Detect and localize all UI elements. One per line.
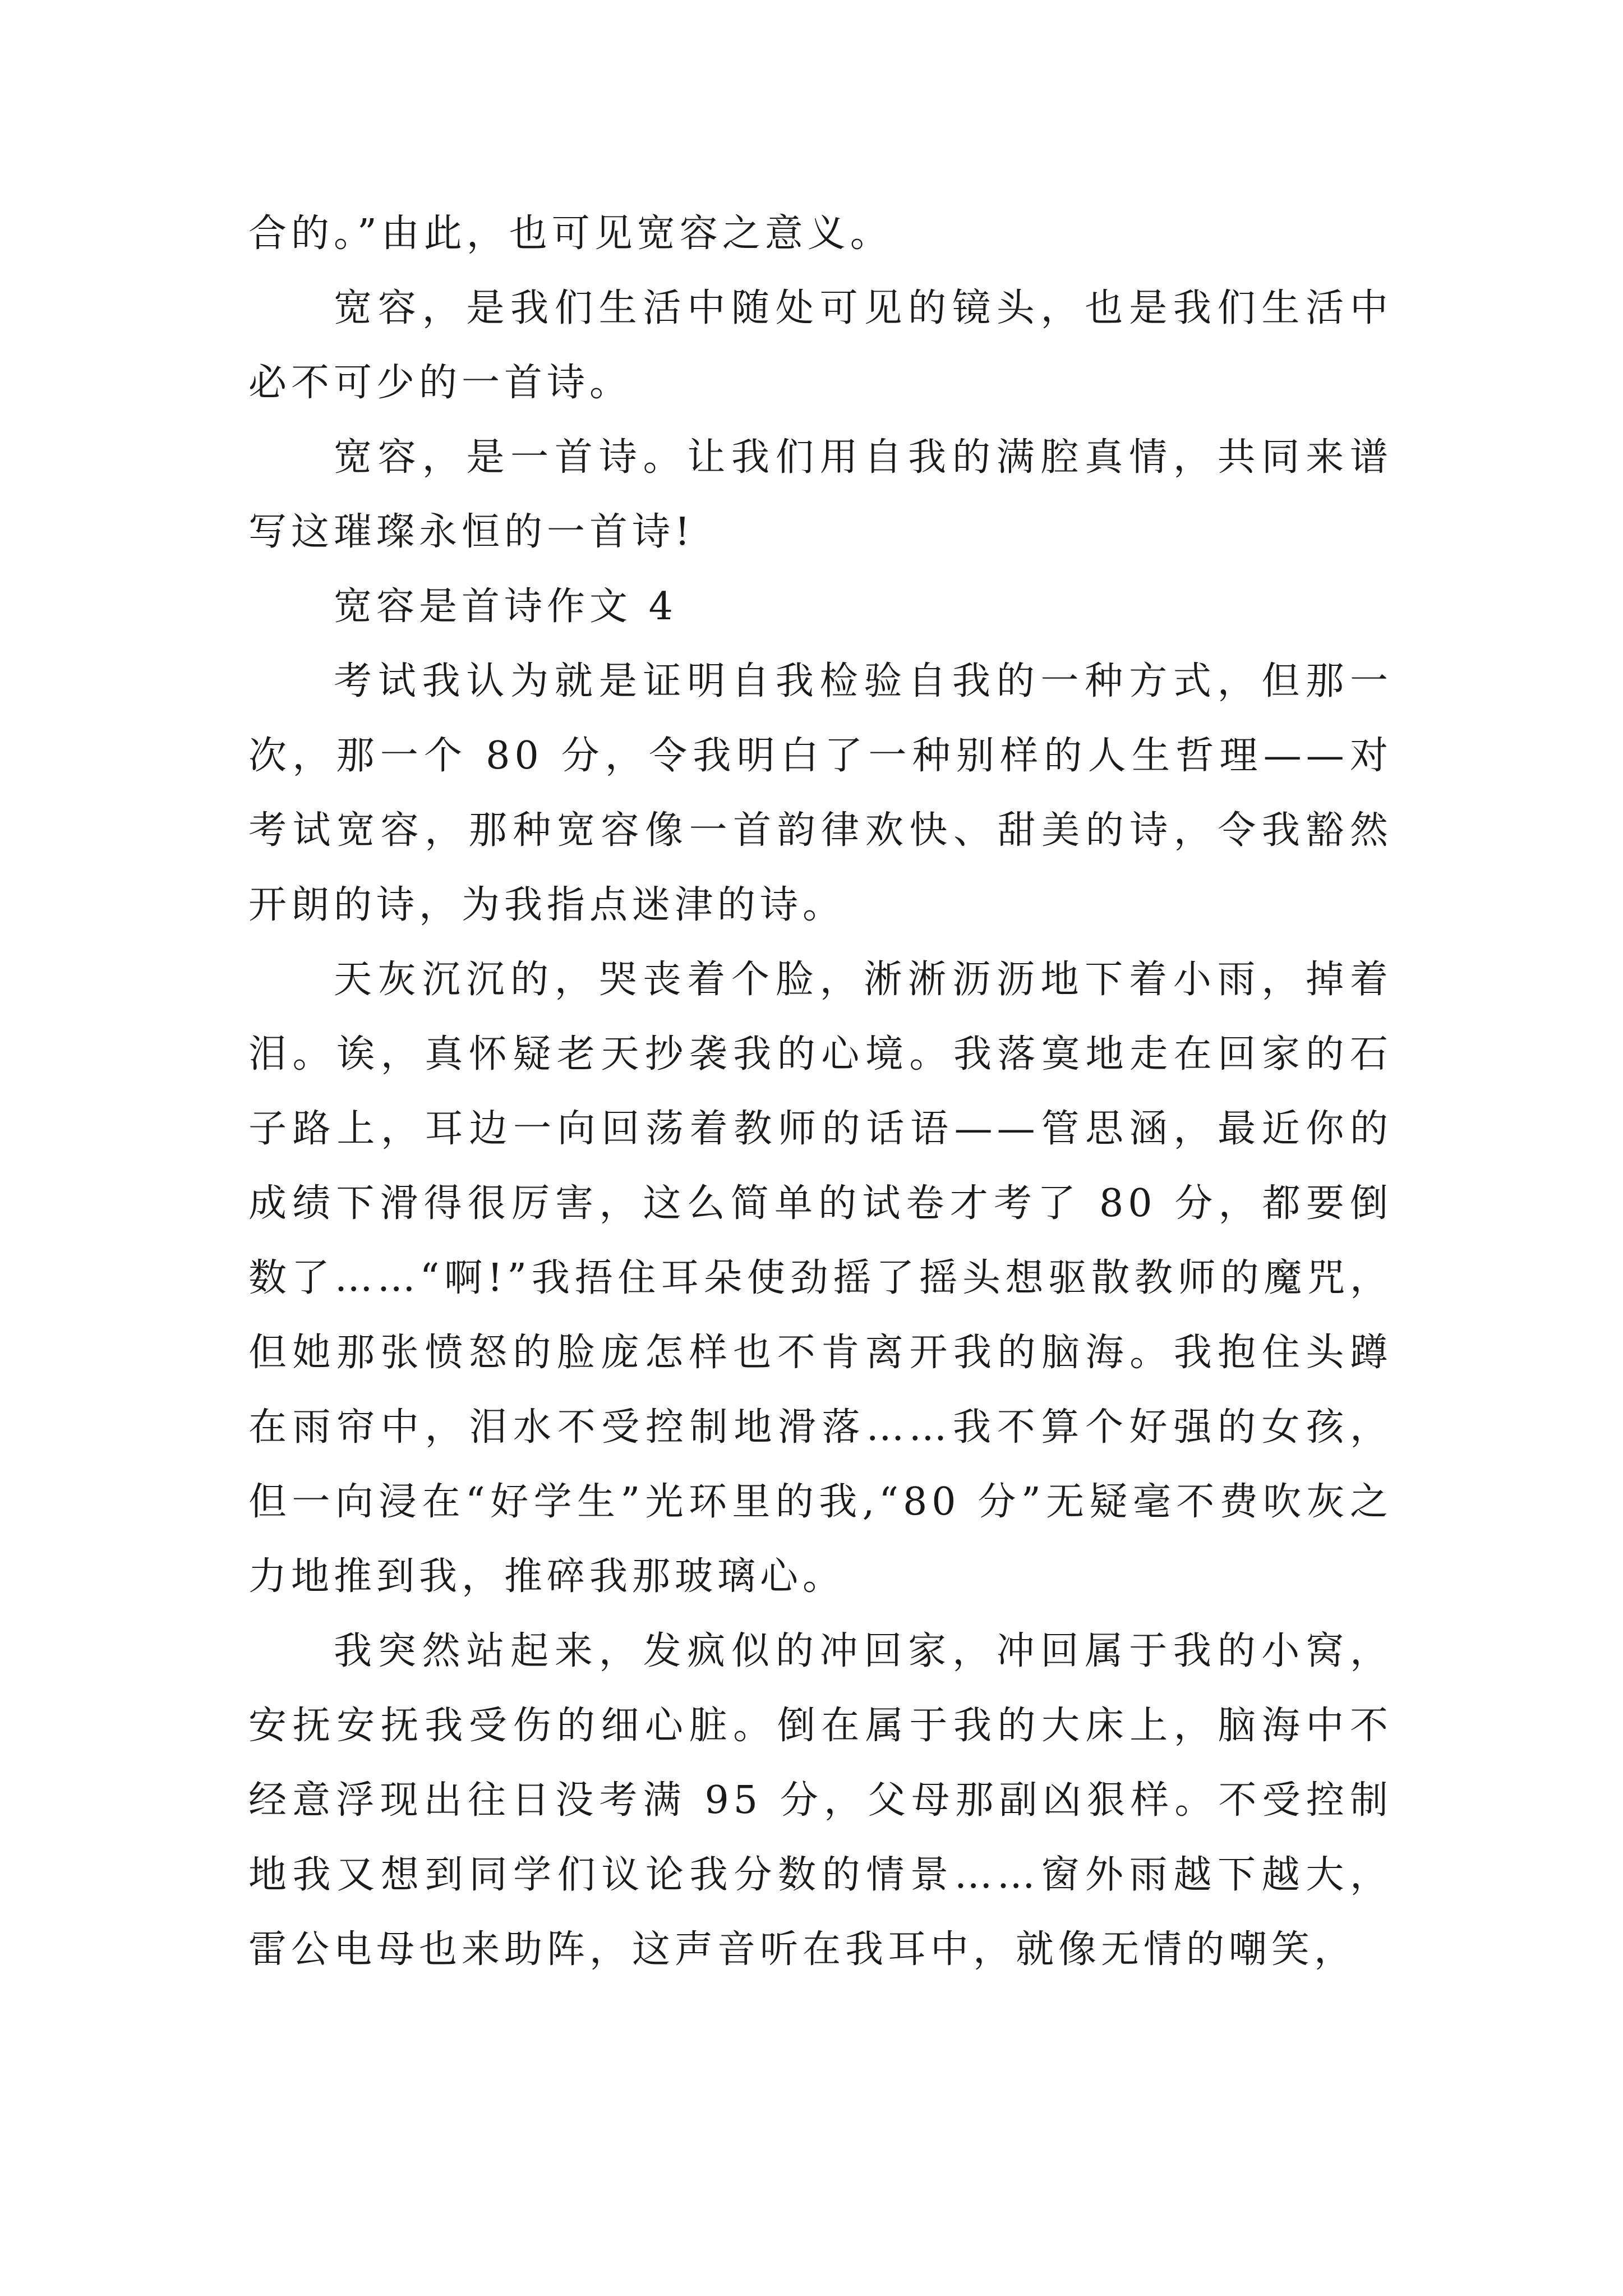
document-body (248, 196, 1393, 1987)
paragraph-1: 合的。”由此，也可见宽容之意义。 (248, 211, 893, 256)
paragraph-3: 宽容，是一首诗。让我们用自我的满腔真情，共同来谱写这璀璨永恒的一首诗! (248, 435, 1393, 554)
section-heading: 宽容是首诗作文 4 (334, 585, 677, 629)
paragraph-5: 天灰沉沉的，哭丧着个脸，淅淅沥沥地下着小雨，掉着泪。诶，真怀疑老天抄袭我的心境。我落寞地走在回家的石子路上，耳边一向回荡着教师的话语——管思涵，最近你的成绩下滑得很厉害，这么简单的试卷才考了 80 分，都要倒数了……“啊!”我捂住耳朵使劲摇了摇头想驱散教师的魔咒，但她那张愤怒的脸庞怎样也不肯离开我的脑海。我抱住头蹲在雨帘中，泪水不受控制地滑落……我不算个好强的女孩，但一向浸在“好学生”光环里的我,“80 分”无疑毫不费吹灰之力地推到我，推碎我那玻璃心。 (248, 958, 1393, 1599)
paragraph-2: 宽容，是我们生活中随处可见的镜头，也是我们生活中必不可少的一首诗。 (248, 286, 1393, 405)
paragraph-6: 我突然站起来，发疯似的冲回家，冲回属于我的小窝，安抚安抚我受伤的细心脏。倒在属于我的大床上，脑海中不经意浮现出往日没考满 95 分，父母那副凶狠样。不受控制地我又想到同学们议论我分数的情景……窗外雨越下越大，雷公电母也来助阵，这声音听在我耳中，就像无情的嘲笑， (248, 1629, 1393, 1972)
paragraph-4: 考试我认为就是证明自我检验自我的一种方式，但那一次，那一个 80 分，令我明白了一种别样的人生哲理——对考试宽容，那种宽容像一首韵律欢快、甜美的诗，令我豁然开朗的诗，为我指点迷津的诗。 (248, 659, 1393, 927)
